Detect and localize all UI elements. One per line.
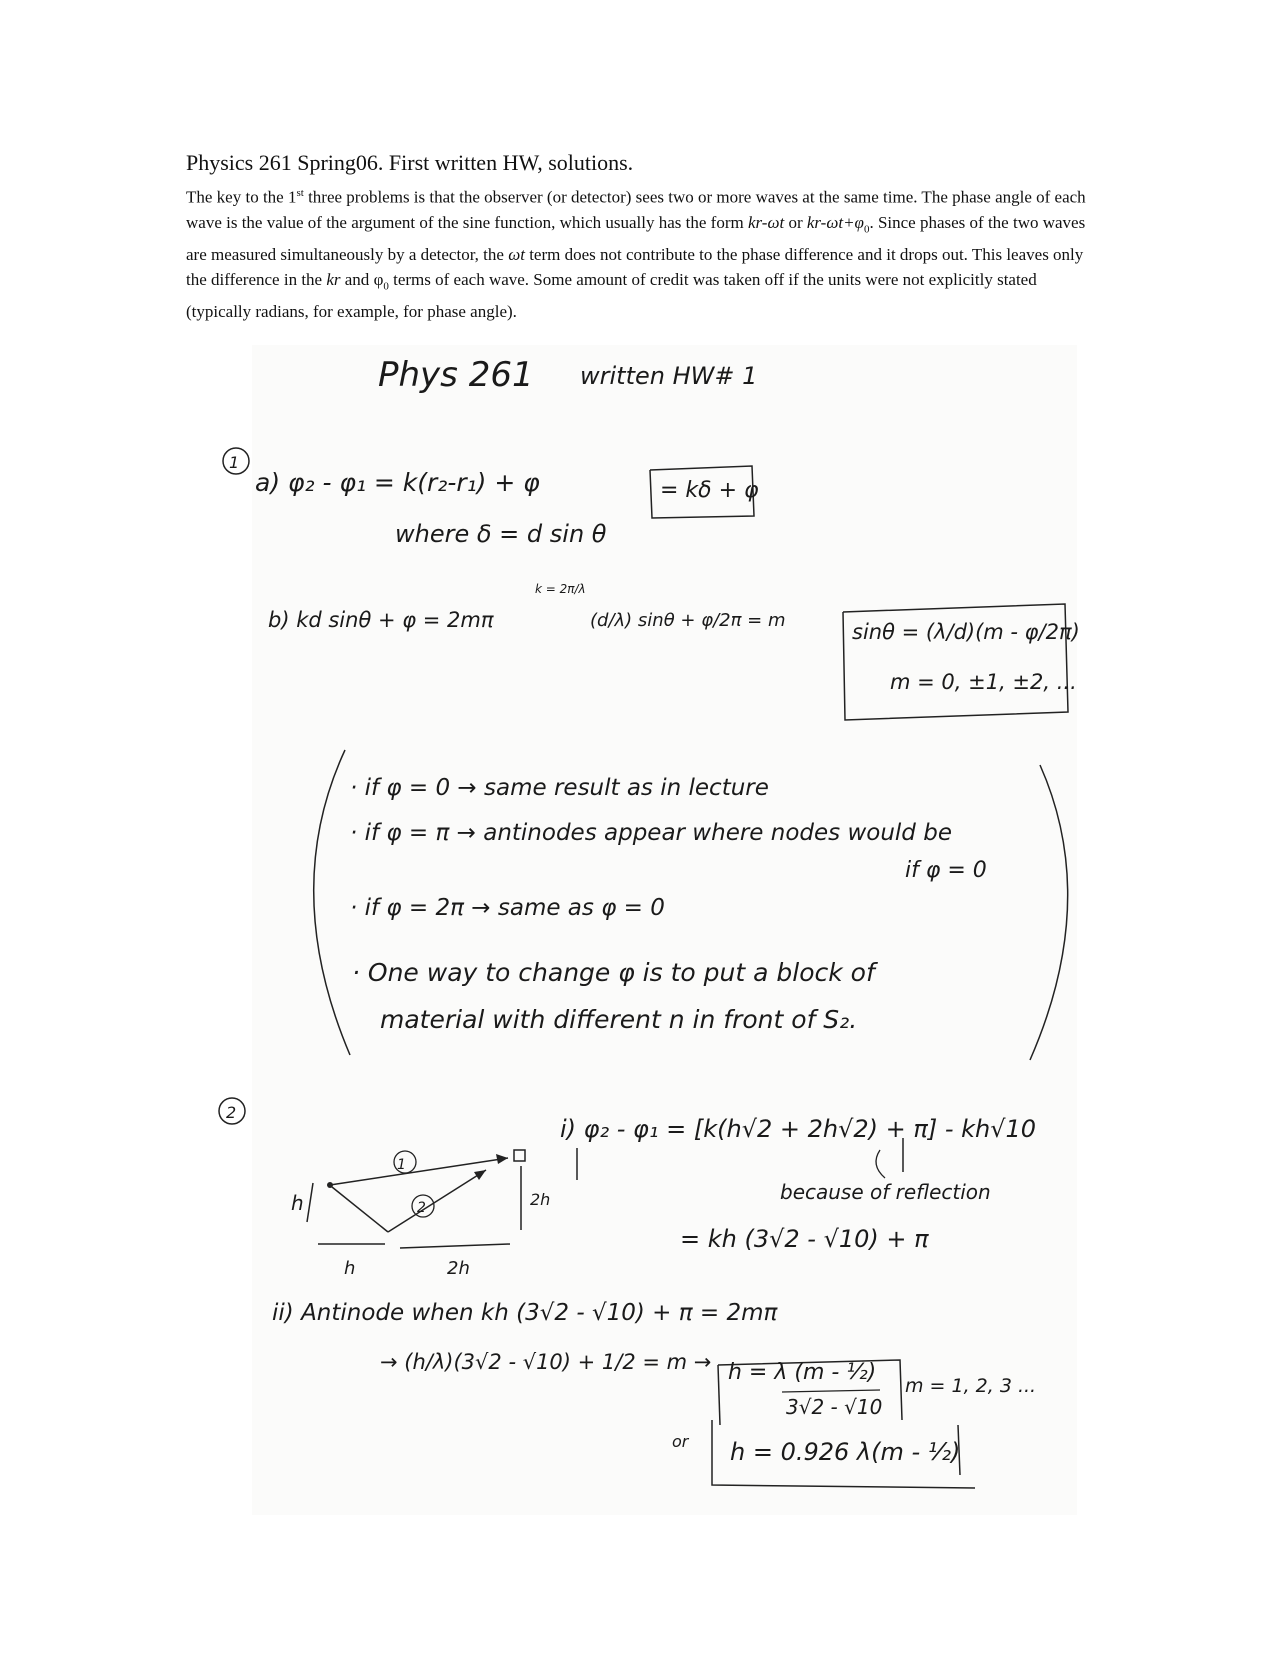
page-title: Physics 261 Spring06. First written HW, solutions. <box>186 150 634 175</box>
diag-hbase-label: h <box>344 1258 356 1279</box>
intro-paragraph: The key to the 1st three problems is that the observer (or detector) sees two or more waves at the same time. The phase angle of each wave is the value of the argument of the sine function, which usually has the form kr-ωt or $kr-\omega t+\varphi_0$. Since phases of the two waves are measured simultaneously by a detector, the ωt term does not contribute to the phase difference and it drops out. This leaves only the difference in the kr and $\varphi_0$ terms of each wave. Some amount of credit was taken off if the units were not explicitly stated (typically radians, for example, for phase angle). <box>186 187 1086 322</box>
p2-m-values: m = 1, 2, 3 ... <box>905 1375 1037 1397</box>
p2-final-answer: h = 0.926 λ(m - ½) <box>730 1438 961 1466</box>
p2-reflection-note: because of reflection <box>780 1180 991 1204</box>
note-phi-2pi: · if φ = 2π → same as φ = 0 <box>350 895 665 921</box>
base-2h-arrow <box>400 1244 510 1248</box>
note-phi-0: · if φ = 0 → same result as in lecture <box>350 775 769 801</box>
p1a-equation: a) φ₂ - φ₁ = k(r₂-r₁) + φ <box>255 468 540 497</box>
ray-2-incident <box>332 1187 388 1232</box>
p1b-middle: (d/λ) sinθ + φ/2π = m <box>590 610 786 631</box>
p1b-k-def: k = 2π/λ <box>535 582 586 596</box>
height-h-marker <box>307 1183 313 1222</box>
diag-2hbase-label: 2h <box>447 1258 470 1279</box>
p2-part-ii-step: → (h/λ)(3√2 - √10) + 1/2 = m → <box>380 1350 712 1374</box>
p1b-boxed-m: m = 0, ±1, ±2, ... <box>890 670 1077 694</box>
reflection-pointer <box>876 1150 885 1178</box>
left-bracket <box>314 750 350 1055</box>
p2-boxed-numerator: h = λ (m - ½) <box>728 1360 877 1385</box>
hw-heading-left: Phys 261 <box>378 355 534 395</box>
p2-part-i: i) φ₂ - φ₁ = [k(h√2 + 2h√2) + π] - kh√10 <box>560 1115 1037 1143</box>
ray-1-label: 1 <box>397 1157 406 1173</box>
hw-heading-right: written HW# 1 <box>580 362 758 390</box>
right-bracket <box>1030 765 1068 1060</box>
p2-result: = kh (3√2 - √10) + π <box>680 1225 929 1253</box>
p1b-equation: b) kd sinθ + φ = 2mπ <box>268 608 494 632</box>
note-phi-pi-cont: if φ = 0 <box>905 858 987 883</box>
note-change-phi: · One way to change φ is to put a block of <box>352 958 875 987</box>
ray-2-label: 2 <box>417 1200 426 1216</box>
p2-part-ii: ii) Antinode when kh (3√2 - √10) + π = 2mπ <box>272 1300 778 1326</box>
diag-h-label: h <box>291 1191 304 1215</box>
problem-2-number: 2 <box>226 1103 237 1122</box>
p1a-where: where δ = d sin θ <box>395 520 607 548</box>
ray-2-reflected <box>388 1170 486 1232</box>
p2-boxed-denominator: 3√2 - √10 <box>786 1395 883 1419</box>
p1a-boxed: = kδ + φ <box>660 478 759 503</box>
diag-2h-label: 2h <box>530 1190 551 1209</box>
note-phi-pi: · if φ = π → antinodes appear where nodes would be <box>350 820 952 846</box>
p2-or: or <box>672 1432 689 1451</box>
problem-1-number: 1 <box>229 453 240 472</box>
note-change-phi-cont: material with different n in front of S₂. <box>380 1005 858 1034</box>
p1b-boxed-sin: sinθ = (λ/d)(m - φ/2π) <box>852 620 1080 644</box>
detector-square <box>514 1150 525 1161</box>
